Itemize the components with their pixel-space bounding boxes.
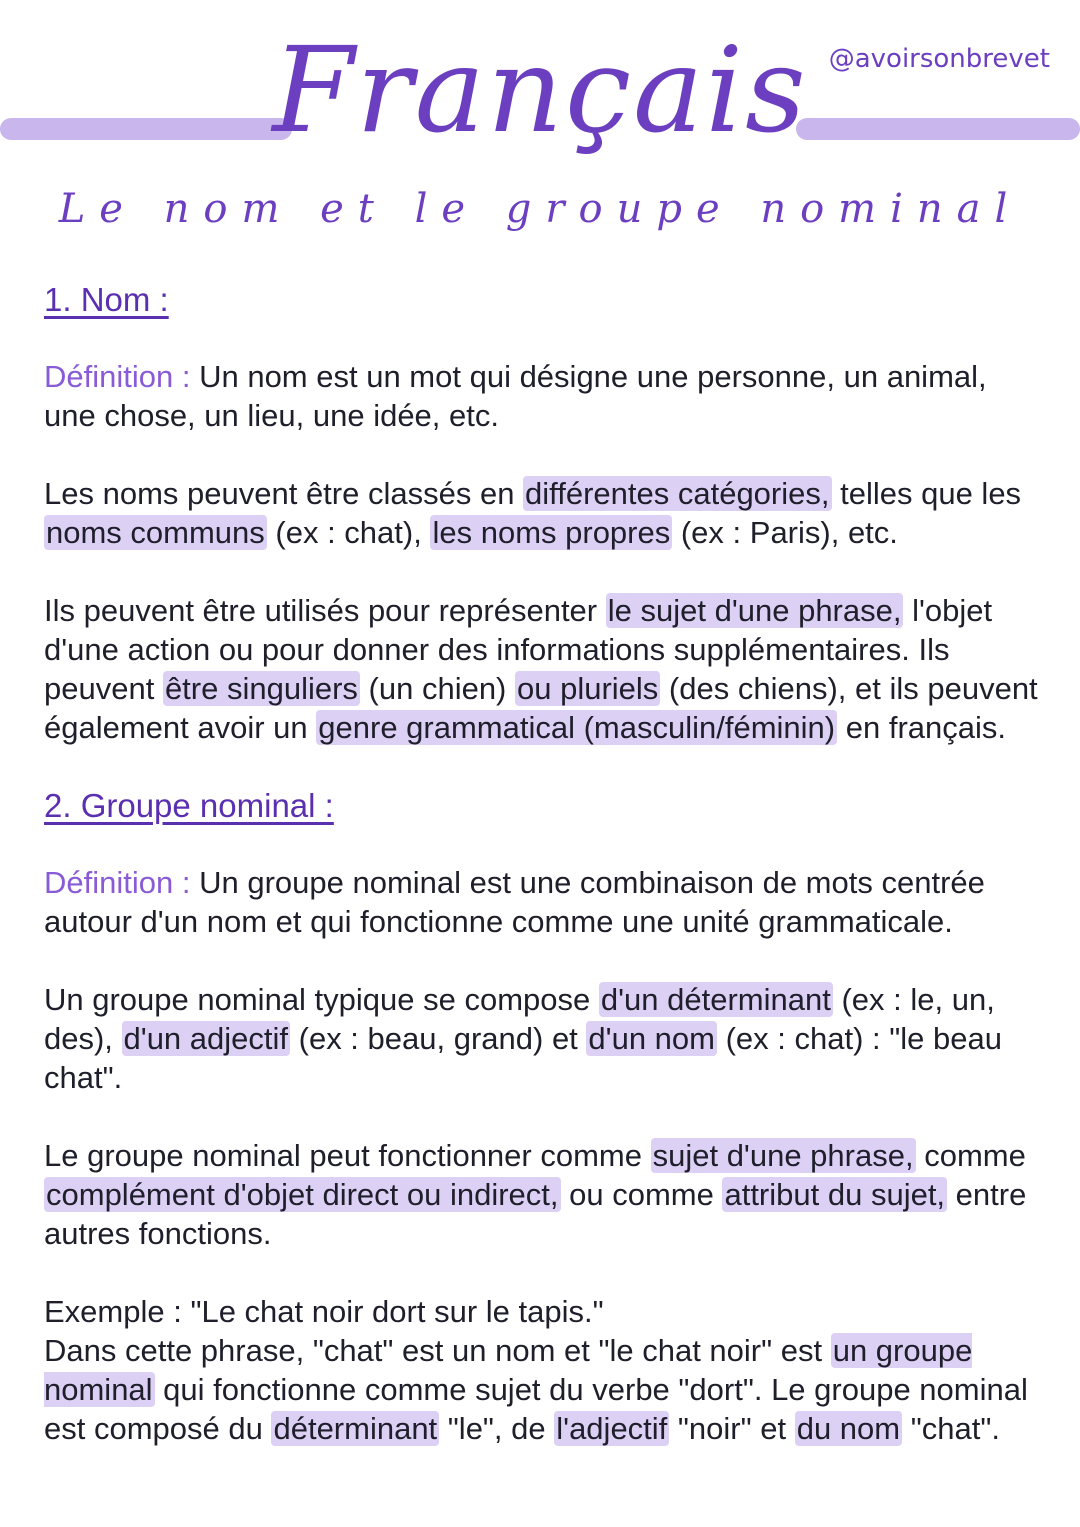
highlight: d'un déterminant [600,982,831,1017]
highlight: noms communs [46,515,265,550]
section-1-heading: 1. Nom : [44,281,169,318]
text: (ex : chat), [266,515,431,550]
text: (ex : Paris), etc. [672,515,898,550]
highlight: attribut du sujet, [724,1177,946,1212]
section-2-definition [44,863,1044,941]
text: (un chien) [359,671,515,706]
section-2-example [44,1292,1044,1448]
section-1-definition [44,357,1044,435]
section-1-usage [44,591,1044,747]
text: Ils peuvent être utilisés pour représenter [44,593,606,628]
definition-label: Définition : [44,359,191,394]
highlight: genre grammatical (masculin/féminin) [318,710,836,745]
text: (ex : le, un, des), [44,982,995,1056]
highlight: d'un nom [588,1021,715,1056]
highlight: le sujet d'une phrase, [607,593,902,628]
highlight: d'un adjectif [123,1021,289,1056]
text: (ex : chat) : "le beau chat". [44,1021,1002,1095]
text: Dans cette phrase, "chat" est un nom et "le chat noir" est [44,1333,831,1368]
content [44,280,1044,1487]
text: Les noms peuvent être classés en [44,476,524,511]
highlight: ou pluriels [517,671,659,706]
text: "noir" et [669,1411,795,1446]
text: (des chiens), et ils peuvent également avoir un [44,671,1038,745]
text: Un groupe nominal typique se compose [44,982,599,1017]
highlight: sujet d'une phrase, [652,1138,914,1173]
page-subtitle: Le nom et le groupe nominal [58,186,1022,232]
section-2-composition [44,980,1044,1097]
highlight: être singuliers [164,671,358,706]
highlight: les noms propres [432,515,671,550]
text: (ex : beau, grand) et [290,1021,587,1056]
definition-label: Définition : [44,865,191,900]
definition-text: Un groupe nominal est une combinaison de mots centrée autour d'un nom et qui fonctionne comme une unité grammaticale. [44,865,985,939]
text: "chat". [902,1411,1000,1446]
highlight: un groupe nominal [44,1333,973,1407]
text: Le groupe nominal peut fonctionner comme [44,1138,651,1173]
highlight: l'adjectif [556,1411,668,1446]
section-2-functions [44,1136,1044,1253]
highlight: différentes catégories, [525,476,830,511]
text: entre autres fonctions. [44,1177,1027,1251]
text: "le", de [439,1411,555,1446]
text: qui fonctionne comme sujet du verbe "dort". Le groupe nominal est composé du [44,1372,1028,1446]
highlight: complément d'objet direct ou indirect, [46,1177,559,1212]
text: ou comme [560,1177,723,1212]
text: comme [915,1138,1026,1173]
text: en français. [837,710,1006,745]
highlight: déterminant [273,1411,438,1446]
section-2-heading: 2. Groupe nominal : [44,787,334,824]
highlight: du nom [796,1411,901,1446]
page-title: Français [272,21,808,159]
section-1-categories [44,474,1044,552]
text: l'objet d'une action ou pour donner des informations supplémentaires. Ils peuvent [44,593,993,706]
text: telles que les [831,476,1022,511]
definition-text: Un nom est un mot qui désigne une personne, un animal, une chose, un lieu, une idée, etc. [44,359,987,433]
author-handle: @avoirsonbrevet [828,44,1050,74]
example-line: Exemple : "Le chat noir dort sur le tapis." [44,1294,604,1329]
